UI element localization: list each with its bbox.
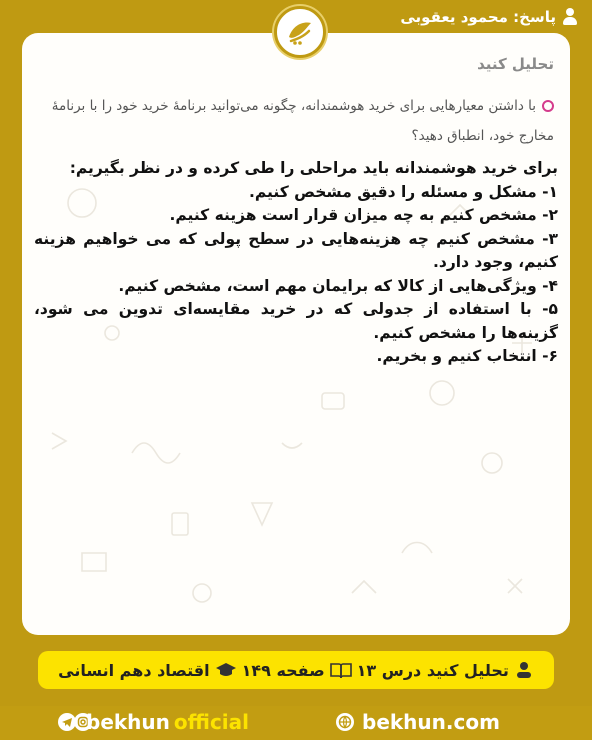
answer-line: برای خرید هوشمندانه باید مراحلی را طی کرده و در نظر بگیریم:: [69, 159, 558, 177]
website-link[interactable]: [336, 706, 500, 738]
author-text: پاسخ: محمود یعقوبی: [400, 8, 556, 26]
user-icon: [562, 8, 578, 26]
answer-line: ۲- مشخص کنیم به چه میزان قرار است هزینه کنیم.: [169, 206, 558, 224]
social-handle-part2: official: [173, 710, 250, 734]
bullet-icon: [542, 100, 554, 112]
page-number: صفحه ۱۴۹: [241, 660, 325, 680]
student-icon: [514, 660, 534, 680]
section-title: تحلیل کنید: [477, 55, 554, 73]
answer-line: ۴- ویژگی‌هایی از کالا که برایمان مهم است، مشخص کنیم.: [118, 276, 558, 295]
graduation-cap-icon: [215, 661, 237, 679]
course-name: اقتصاد دهم انسانی: [58, 660, 210, 680]
answer-block: [34, 157, 558, 369]
website-text: bekhun.com: [362, 710, 500, 734]
social-handle[interactable]: [86, 706, 249, 738]
social-handle-part1: bekhun: [86, 710, 170, 734]
globe-icon: [336, 713, 354, 731]
answer-line: ۳- مشخص کنیم چه هزینه‌هایی در سطح پولی که می خواهیم هزینه کنیم، وجود دارد.: [34, 229, 558, 271]
lesson-info-bar: [38, 651, 554, 689]
lesson-title: تحلیل کنید درس ۱۳: [356, 660, 509, 680]
question-text: [34, 91, 554, 151]
author-label: [400, 8, 578, 26]
question-body: با داشتن معیارهایی برای خرید هوشمندانه، چگونه می‌توانید برنامهٔ خرید خود را با برنامهٔ مخارج خود، انطباق دهید؟: [51, 98, 554, 144]
answer-line: ۶- انتخاب کنیم و بخریم.: [376, 347, 558, 365]
bekhun-logo-icon: [274, 6, 326, 58]
answer-line: ۱- مشکل و مسئله را دقیق مشخص کنیم.: [249, 182, 558, 201]
book-icon: [330, 661, 352, 679]
content-panel: [22, 33, 570, 635]
answer-line: ۵- با استفاده از جدولی که در خرید مقایسه‌ای تدوین می شود، گزینه‌ها را مشخص کنیم.: [34, 300, 558, 342]
